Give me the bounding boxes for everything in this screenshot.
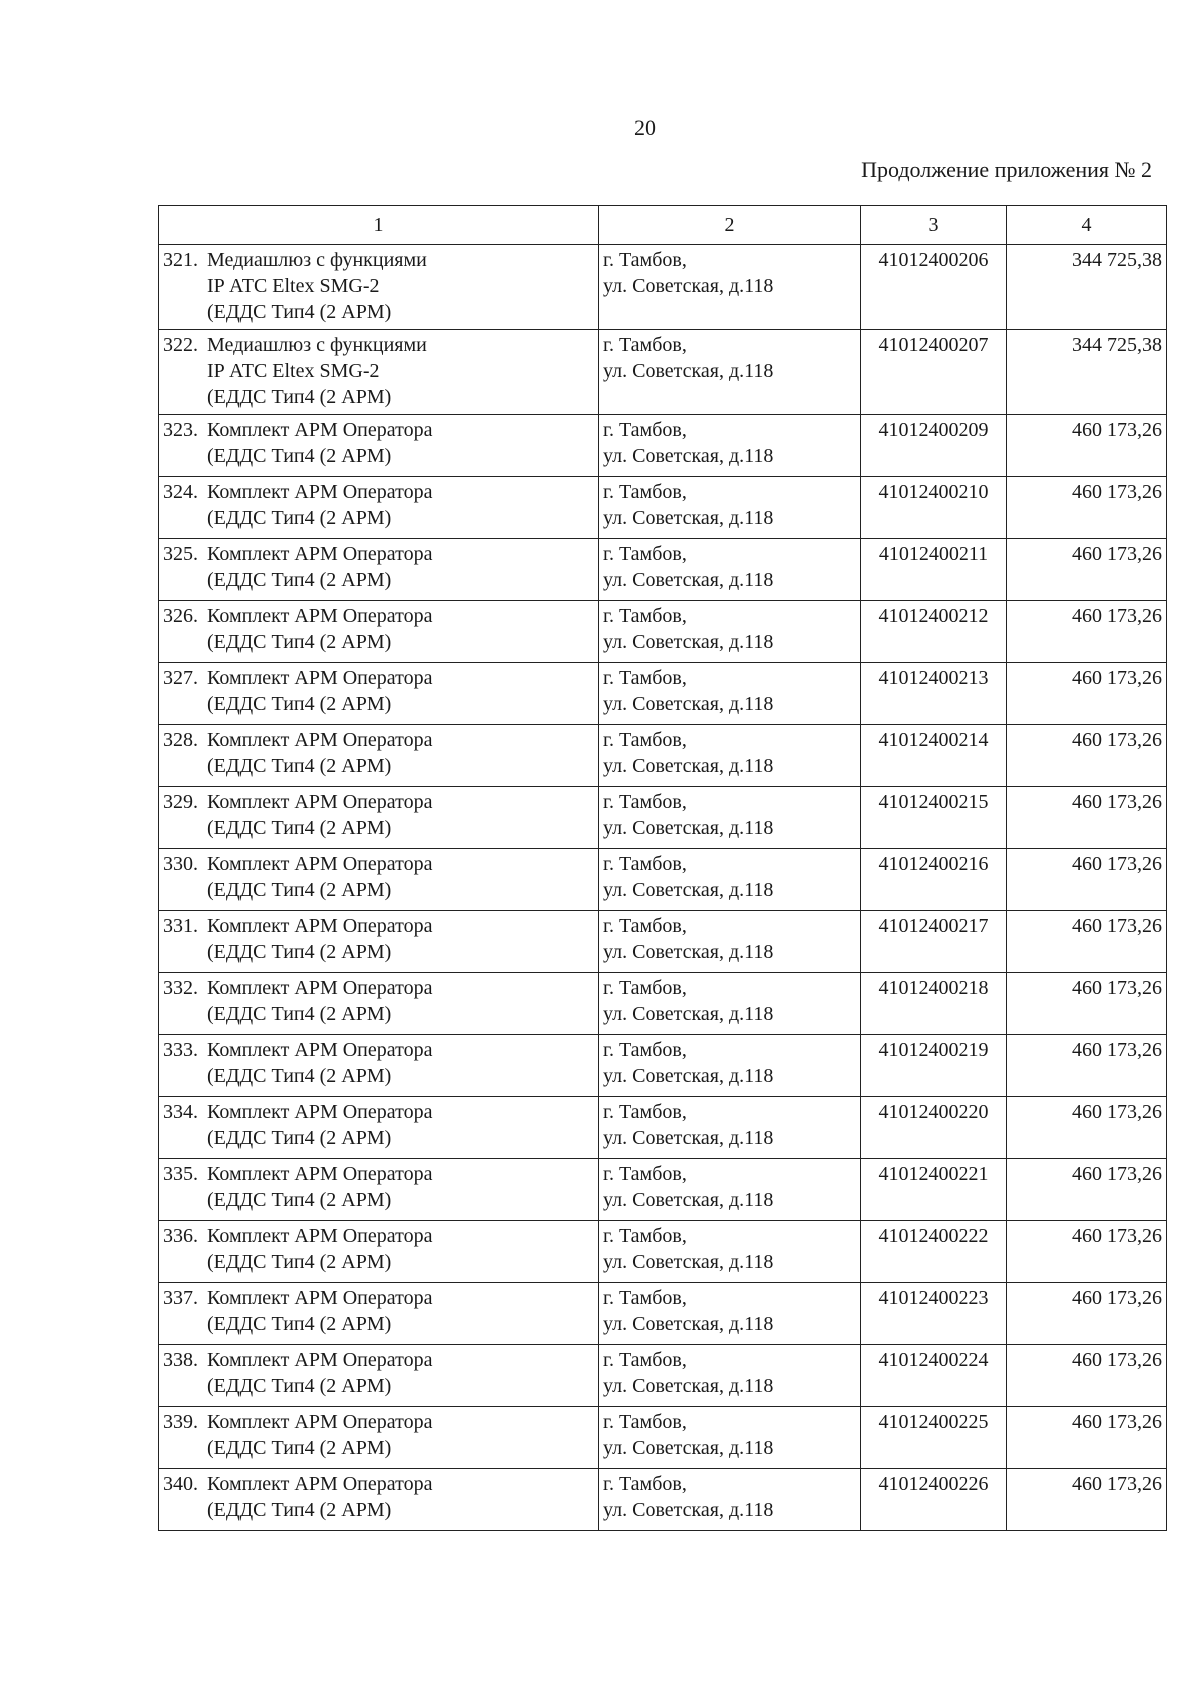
item-name-line: (ЕДДС Тип4 (2 АРМ) bbox=[207, 1499, 392, 1521]
item-name-line: (ЕДДС Тип4 (2 АРМ) bbox=[207, 301, 392, 323]
item-name-first-line bbox=[163, 1099, 594, 1125]
address-line: ул. Советская, д.118 bbox=[603, 1437, 774, 1459]
item-name-first-line bbox=[163, 247, 594, 273]
item-number: 331. bbox=[163, 915, 198, 937]
cost-cell: 460 173,26 bbox=[1007, 725, 1167, 787]
cost-cell: 460 173,26 bbox=[1007, 849, 1167, 911]
item-name-text: Комплект АРМ Оператора bbox=[207, 729, 433, 751]
item-number: 328. bbox=[163, 729, 198, 751]
address-line: ул. Советская, д.118 bbox=[603, 1251, 774, 1273]
address-line: г. Тамбов, bbox=[603, 1101, 687, 1123]
item-name-text: Комплект АРМ Оператора bbox=[207, 1225, 433, 1247]
inventory-number-cell: 41012400218 bbox=[861, 973, 1007, 1035]
item-number: 334. bbox=[163, 1101, 198, 1123]
address-cell bbox=[599, 1345, 861, 1407]
item-number: 340. bbox=[163, 1473, 198, 1495]
cost-cell: 460 173,26 bbox=[1007, 1283, 1167, 1345]
item-name-line: (ЕДДС Тип4 (2 АРМ) bbox=[207, 445, 392, 467]
inventory-number-cell: 41012400220 bbox=[861, 1097, 1007, 1159]
address-cell bbox=[599, 663, 861, 725]
cost-cell: 460 173,26 bbox=[1007, 1345, 1167, 1407]
item-name-first-line bbox=[163, 1471, 594, 1497]
address-line: г. Тамбов, bbox=[603, 1473, 687, 1495]
item-name-line: (ЕДДС Тип4 (2 АРМ) bbox=[207, 569, 392, 591]
item-name-line: (ЕДДС Тип4 (2 АРМ) bbox=[207, 1251, 392, 1273]
cost-cell: 460 173,26 bbox=[1007, 539, 1167, 601]
item-name-cell bbox=[159, 245, 599, 330]
item-number: 321. bbox=[163, 249, 198, 271]
cost-cell: 344 725,38 bbox=[1007, 330, 1167, 415]
table-body bbox=[159, 245, 1167, 1531]
address-line: ул. Советская, д.118 bbox=[603, 693, 774, 715]
item-name-line: (ЕДДС Тип4 (2 АРМ) bbox=[207, 1437, 392, 1459]
inventory-number-cell: 41012400207 bbox=[861, 330, 1007, 415]
item-name-first-line bbox=[163, 1161, 594, 1187]
item-name-first-line bbox=[163, 665, 594, 691]
item-name-line: (ЕДДС Тип4 (2 АРМ) bbox=[207, 631, 392, 653]
cost-cell: 460 173,26 bbox=[1007, 601, 1167, 663]
item-name-line: (ЕДДС Тип4 (2 АРМ) bbox=[207, 507, 392, 529]
table-row bbox=[159, 477, 1167, 539]
item-name-text: Комплект АРМ Оператора bbox=[207, 791, 433, 813]
address-line: г. Тамбов, bbox=[603, 543, 687, 565]
item-name-first-line bbox=[163, 1285, 594, 1311]
address-line: г. Тамбов, bbox=[603, 1163, 687, 1185]
table-row bbox=[159, 725, 1167, 787]
item-name-text: Медиашлюз с функциями bbox=[207, 249, 427, 271]
item-name-first-line bbox=[163, 975, 594, 1001]
item-name-text: Комплект АРМ Оператора bbox=[207, 1411, 433, 1433]
address-cell bbox=[599, 1407, 861, 1469]
address-line: ул. Советская, д.118 bbox=[603, 817, 774, 839]
item-number: 339. bbox=[163, 1411, 198, 1433]
address-line: г. Тамбов, bbox=[603, 667, 687, 689]
item-number: 337. bbox=[163, 1287, 198, 1309]
item-name-line: IP АТС Eltex SMG-2 bbox=[207, 275, 380, 297]
item-name-line: (ЕДДС Тип4 (2 АРМ) bbox=[207, 693, 392, 715]
item-name-line: (ЕДДС Тип4 (2 АРМ) bbox=[207, 1313, 392, 1335]
address-line: ул. Советская, д.118 bbox=[603, 360, 774, 382]
appendix-continuation-note: Продолжение приложения № 2 bbox=[861, 157, 1152, 182]
cost-cell: 460 173,26 bbox=[1007, 1035, 1167, 1097]
item-name-cell bbox=[159, 911, 599, 973]
address-cell bbox=[599, 1035, 861, 1097]
inventory-number-cell: 41012400212 bbox=[861, 601, 1007, 663]
item-name-text: Комплект АРМ Оператора bbox=[207, 1287, 433, 1309]
table-row bbox=[159, 1345, 1167, 1407]
address-line: ул. Советская, д.118 bbox=[603, 507, 774, 529]
inventory-number-cell: 41012400219 bbox=[861, 1035, 1007, 1097]
item-number: 332. bbox=[163, 977, 198, 999]
item-name-cell bbox=[159, 663, 599, 725]
item-name-cell bbox=[159, 973, 599, 1035]
address-cell bbox=[599, 245, 861, 330]
item-name-first-line bbox=[163, 417, 594, 443]
item-name-text: Комплект АРМ Оператора bbox=[207, 605, 433, 627]
item-name-cell bbox=[159, 787, 599, 849]
item-number: 336. bbox=[163, 1225, 198, 1247]
item-name-first-line bbox=[163, 479, 594, 505]
address-cell bbox=[599, 1283, 861, 1345]
table-row bbox=[159, 245, 1167, 330]
item-name-cell bbox=[159, 1345, 599, 1407]
item-name-cell bbox=[159, 539, 599, 601]
cost-cell: 460 173,26 bbox=[1007, 415, 1167, 477]
table-row bbox=[159, 539, 1167, 601]
item-name-text: Комплект АРМ Оператора bbox=[207, 1349, 433, 1371]
item-name-line: (ЕДДС Тип4 (2 АРМ) bbox=[207, 817, 392, 839]
item-name-first-line bbox=[163, 789, 594, 815]
item-number: 327. bbox=[163, 667, 198, 689]
item-name-cell bbox=[159, 1283, 599, 1345]
address-cell bbox=[599, 911, 861, 973]
item-name-line: (ЕДДС Тип4 (2 АРМ) bbox=[207, 941, 392, 963]
inventory-number-cell: 41012400209 bbox=[861, 415, 1007, 477]
inventory-number-cell: 41012400221 bbox=[861, 1159, 1007, 1221]
item-number: 329. bbox=[163, 791, 198, 813]
item-name-cell bbox=[159, 1221, 599, 1283]
address-line: г. Тамбов, bbox=[603, 977, 687, 999]
address-cell bbox=[599, 1097, 861, 1159]
item-name-text: Комплект АРМ Оператора bbox=[207, 543, 433, 565]
item-number: 333. bbox=[163, 1039, 198, 1061]
table-row bbox=[159, 1097, 1167, 1159]
address-line: ул. Советская, д.118 bbox=[603, 1499, 774, 1521]
address-line: г. Тамбов, bbox=[603, 605, 687, 627]
address-line: г. Тамбов, bbox=[603, 791, 687, 813]
address-cell bbox=[599, 973, 861, 1035]
address-line: г. Тамбов, bbox=[603, 1411, 687, 1433]
address-line: г. Тамбов, bbox=[603, 1287, 687, 1309]
item-number: 330. bbox=[163, 853, 198, 875]
item-number: 323. bbox=[163, 419, 198, 441]
item-name-first-line bbox=[163, 1347, 594, 1373]
cost-cell: 460 173,26 bbox=[1007, 911, 1167, 973]
table-row bbox=[159, 1159, 1167, 1221]
page-number: 20 bbox=[634, 115, 656, 140]
table-row bbox=[159, 849, 1167, 911]
item-name-text: Комплект АРМ Оператора bbox=[207, 1039, 433, 1061]
inventory-number-cell: 41012400206 bbox=[861, 245, 1007, 330]
item-name-line: (ЕДДС Тип4 (2 АРМ) bbox=[207, 1127, 392, 1149]
table-row bbox=[159, 330, 1167, 415]
table-row bbox=[159, 1407, 1167, 1469]
cost-cell: 460 173,26 bbox=[1007, 973, 1167, 1035]
inventory-number-cell: 41012400224 bbox=[861, 1345, 1007, 1407]
address-line: ул. Советская, д.118 bbox=[603, 1065, 774, 1087]
column-header-2: 2 bbox=[599, 206, 861, 245]
inventory-number-cell: 41012400223 bbox=[861, 1283, 1007, 1345]
inventory-number-cell: 41012400226 bbox=[861, 1469, 1007, 1531]
address-line: г. Тамбов, bbox=[603, 1039, 687, 1061]
inventory-number-cell: 41012400225 bbox=[861, 1407, 1007, 1469]
address-line: ул. Советская, д.118 bbox=[603, 879, 774, 901]
item-name-line: (ЕДДС Тип4 (2 АРМ) bbox=[207, 1189, 392, 1211]
item-name-cell bbox=[159, 415, 599, 477]
item-name-first-line bbox=[163, 1223, 594, 1249]
table-header-row bbox=[159, 206, 1167, 245]
table-header bbox=[159, 206, 1167, 245]
address-line: ул. Советская, д.118 bbox=[603, 631, 774, 653]
address-line: г. Тамбов, bbox=[603, 729, 687, 751]
address-cell bbox=[599, 330, 861, 415]
item-name-cell bbox=[159, 725, 599, 787]
item-name-line: IP АТС Eltex SMG-2 bbox=[207, 360, 380, 382]
item-name-cell bbox=[159, 1407, 599, 1469]
item-name-line: (ЕДДС Тип4 (2 АРМ) bbox=[207, 879, 392, 901]
address-line: ул. Советская, д.118 bbox=[603, 1313, 774, 1335]
item-name-cell bbox=[159, 849, 599, 911]
address-line: ул. Советская, д.118 bbox=[603, 1127, 774, 1149]
item-name-first-line bbox=[163, 913, 594, 939]
item-name-text: Комплект АРМ Оператора bbox=[207, 419, 433, 441]
item-name-line: (ЕДДС Тип4 (2 АРМ) bbox=[207, 755, 392, 777]
cost-cell: 460 173,26 bbox=[1007, 1159, 1167, 1221]
address-line: г. Тамбов, bbox=[603, 853, 687, 875]
address-cell bbox=[599, 849, 861, 911]
table-row bbox=[159, 973, 1167, 1035]
item-number: 322. bbox=[163, 334, 198, 356]
column-header-1: 1 bbox=[159, 206, 599, 245]
item-name-cell bbox=[159, 477, 599, 539]
item-name-text: Комплект АРМ Оператора bbox=[207, 1473, 433, 1495]
item-name-first-line bbox=[163, 1409, 594, 1435]
cost-cell: 460 173,26 bbox=[1007, 1469, 1167, 1531]
item-name-cell bbox=[159, 1035, 599, 1097]
address-line: ул. Советская, д.118 bbox=[603, 941, 774, 963]
cost-cell: 460 173,26 bbox=[1007, 787, 1167, 849]
item-name-cell bbox=[159, 1159, 599, 1221]
address-cell bbox=[599, 477, 861, 539]
address-line: г. Тамбов, bbox=[603, 915, 687, 937]
cost-cell: 460 173,26 bbox=[1007, 477, 1167, 539]
inventory-number-cell: 41012400211 bbox=[861, 539, 1007, 601]
address-line: ул. Советская, д.118 bbox=[603, 1189, 774, 1211]
address-cell bbox=[599, 725, 861, 787]
address-line: ул. Советская, д.118 bbox=[603, 569, 774, 591]
item-name-text: Комплект АРМ Оператора bbox=[207, 481, 433, 503]
cost-cell: 460 173,26 bbox=[1007, 1097, 1167, 1159]
table-row bbox=[159, 663, 1167, 725]
item-name-first-line bbox=[163, 851, 594, 877]
item-name-line: (ЕДДС Тип4 (2 АРМ) bbox=[207, 386, 392, 408]
item-name-text: Комплект АРМ Оператора bbox=[207, 1101, 433, 1123]
inventory-number-cell: 41012400210 bbox=[861, 477, 1007, 539]
item-name-cell bbox=[159, 601, 599, 663]
address-line: г. Тамбов, bbox=[603, 481, 687, 503]
address-line: г. Тамбов, bbox=[603, 1349, 687, 1371]
address-line: ул. Советская, д.118 bbox=[603, 755, 774, 777]
item-name-text: Комплект АРМ Оператора bbox=[207, 667, 433, 689]
inventory-number-cell: 41012400214 bbox=[861, 725, 1007, 787]
address-line: ул. Советская, д.118 bbox=[603, 275, 774, 297]
cost-cell: 460 173,26 bbox=[1007, 1221, 1167, 1283]
address-cell bbox=[599, 415, 861, 477]
item-name-cell bbox=[159, 1097, 599, 1159]
inventory-number-cell: 41012400217 bbox=[861, 911, 1007, 973]
cost-cell: 460 173,26 bbox=[1007, 663, 1167, 725]
address-cell bbox=[599, 1469, 861, 1531]
address-cell bbox=[599, 1159, 861, 1221]
table-row bbox=[159, 1035, 1167, 1097]
item-name-text: Комплект АРМ Оператора bbox=[207, 977, 433, 999]
address-line: ул. Советская, д.118 bbox=[603, 445, 774, 467]
address-line: г. Тамбов, bbox=[603, 334, 687, 356]
column-header-3: 3 bbox=[861, 206, 1007, 245]
table-row bbox=[159, 787, 1167, 849]
table-row bbox=[159, 601, 1167, 663]
item-name-line: (ЕДДС Тип4 (2 АРМ) bbox=[207, 1065, 392, 1087]
address-cell bbox=[599, 539, 861, 601]
column-header-4: 4 bbox=[1007, 206, 1167, 245]
item-number: 324. bbox=[163, 481, 198, 503]
cost-cell: 344 725,38 bbox=[1007, 245, 1167, 330]
address-cell bbox=[599, 1221, 861, 1283]
item-number: 326. bbox=[163, 605, 198, 627]
table-row bbox=[159, 1283, 1167, 1345]
address-cell bbox=[599, 601, 861, 663]
item-name-cell bbox=[159, 330, 599, 415]
item-number: 335. bbox=[163, 1163, 198, 1185]
inventory-number-cell: 41012400215 bbox=[861, 787, 1007, 849]
item-name-text: Комплект АРМ Оператора bbox=[207, 1163, 433, 1185]
item-name-first-line bbox=[163, 541, 594, 567]
item-name-first-line bbox=[163, 332, 594, 358]
item-name-first-line bbox=[163, 727, 594, 753]
item-number: 338. bbox=[163, 1349, 198, 1371]
address-cell bbox=[599, 787, 861, 849]
item-name-text: Комплект АРМ Оператора bbox=[207, 915, 433, 937]
item-number: 325. bbox=[163, 543, 198, 565]
item-name-text: Комплект АРМ Оператора bbox=[207, 853, 433, 875]
item-name-line: (ЕДДС Тип4 (2 АРМ) bbox=[207, 1003, 392, 1025]
item-name-cell bbox=[159, 1469, 599, 1531]
address-line: г. Тамбов, bbox=[603, 249, 687, 271]
assets-table bbox=[158, 205, 1167, 1531]
address-line: г. Тамбов, bbox=[603, 419, 687, 441]
item-name-text: Медиашлюз с функциями bbox=[207, 334, 427, 356]
table-row bbox=[159, 1469, 1167, 1531]
item-name-first-line bbox=[163, 603, 594, 629]
inventory-number-cell: 41012400222 bbox=[861, 1221, 1007, 1283]
table-row bbox=[159, 911, 1167, 973]
inventory-number-cell: 41012400216 bbox=[861, 849, 1007, 911]
address-line: ул. Советская, д.118 bbox=[603, 1003, 774, 1025]
item-name-line: (ЕДДС Тип4 (2 АРМ) bbox=[207, 1375, 392, 1397]
address-line: г. Тамбов, bbox=[603, 1225, 687, 1247]
table-row bbox=[159, 415, 1167, 477]
inventory-number-cell: 41012400213 bbox=[861, 663, 1007, 725]
table-row bbox=[159, 1221, 1167, 1283]
item-name-first-line bbox=[163, 1037, 594, 1063]
address-line: ул. Советская, д.118 bbox=[603, 1375, 774, 1397]
cost-cell: 460 173,26 bbox=[1007, 1407, 1167, 1469]
